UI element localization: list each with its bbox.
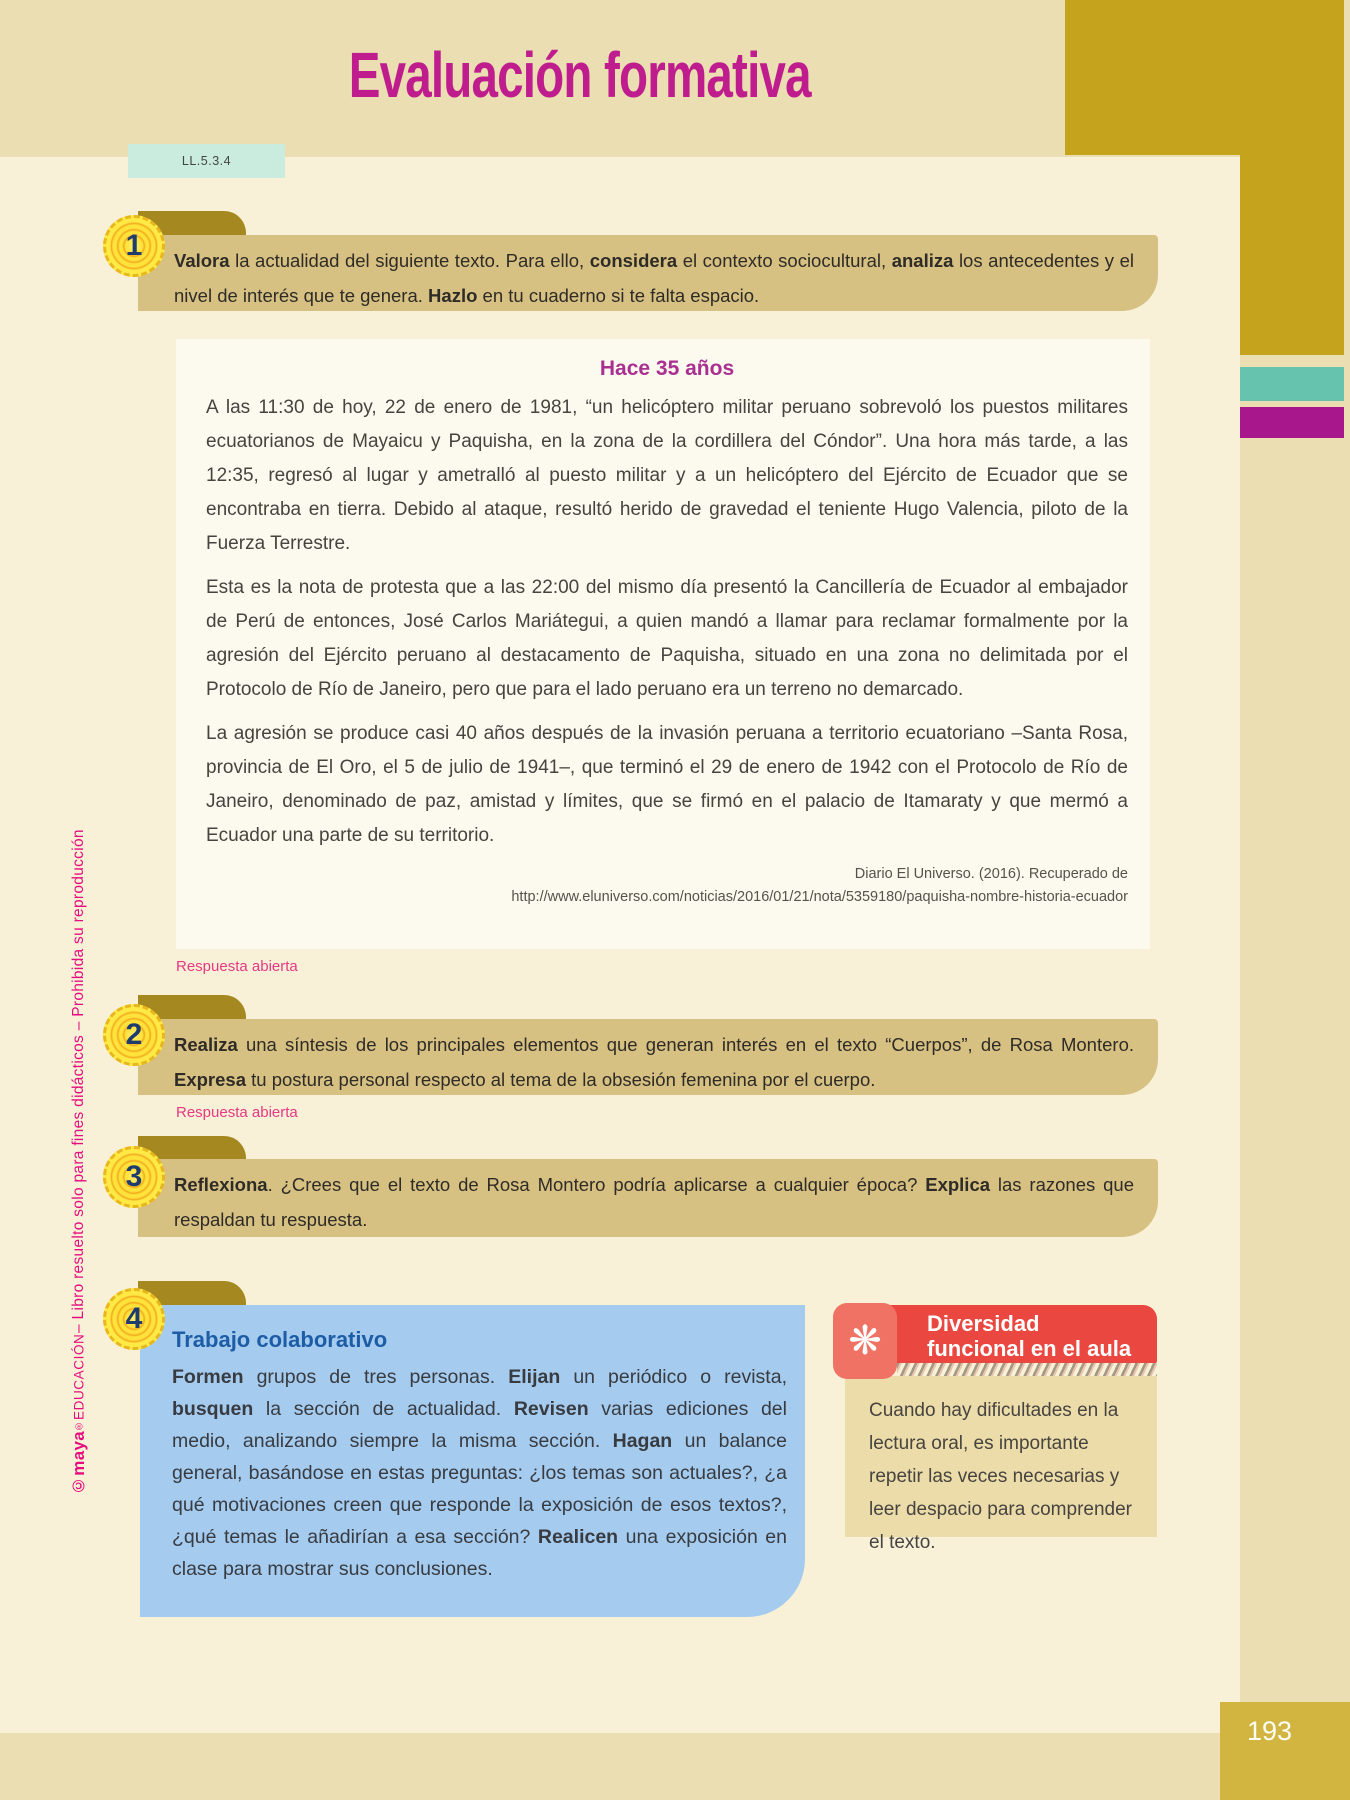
article-paragraph-3: La agresión se produce casi 40 años después de la invasión peruana a territorio ecuatoriano –Santa Rosa, provincia de El Oro, el 5 de julio de 1941–, que terminó el 29 de enero de 1942 con el Protocolo de Río de Janeiro, denominado de paz, amistad y límites, que se firmó en el palacio de Itamaraty y que mermó a Ecuador una parte de su territorio. — [206, 723, 1128, 846]
article-paragraph-1: A las 11:30 de hoy, 22 de enero de 1981, “un helicóptero militar peruano sobrevoló los puestos militares ecuatorianos de Mayaicu y Paquisha, en la zona de la cordillera del Cóndor”. Una hora más tarde, a las 12:35, regresó al lugar y ametralló al puesto militar y a un helicóptero del Ejército de Ecuador que se encontraba en tierra. Debido al ataque, resultó herido de gravedad el teniente Hugo Valencia, piloto de la Fuerza Terrestre. — [206, 397, 1128, 554]
question-2-badge — [103, 1004, 165, 1066]
diversity-hatch-strip — [897, 1363, 1157, 1376]
page-number: 193 — [1247, 1716, 1293, 1746]
page-number-tab — [1220, 1702, 1350, 1800]
copyright-sidebar: ©maya ® EDUCACIÓN – Libro resuelto solo para fines didácticos – Prohibida su reproducción — [69, 829, 88, 1495]
question-3-badge — [103, 1146, 165, 1208]
question-2-banner — [138, 1019, 1158, 1095]
question-1-badge — [103, 215, 165, 277]
citation-line-2: http://www.eluniverso.com/noticias/2016/01/21/nota/5359180/paquisha-nombre-historia-ecuador — [511, 889, 1128, 905]
article-citation — [206, 863, 1128, 909]
question-1-number: 1 — [125, 229, 143, 262]
page-title: Evaluación formativa — [348, 39, 812, 112]
answer-note-1: Respuesta abierta — [176, 958, 298, 975]
collaborative-box — [140, 1305, 805, 1617]
answer-note-2: Respuesta abierta — [176, 1104, 298, 1121]
collaborative-title: Trabajo colaborativo — [172, 1327, 388, 1352]
question-4-number: 4 — [125, 1302, 143, 1335]
question-1-banner — [138, 235, 1158, 311]
article-paragraph-2: Esta es la nota de protesta que a las 22:00 del mismo día presentó la Cancillería de Ecuador al embajador de Perú de entonces, José Carlos Mariátegui, a quien mandó a llamar para reclamar formalmente por la agresión del Ejército peruano al destacamento de Paquisha, situado en una zona no delimitada por el Protocolo de Río de Janeiro, pero que para el lado peruano era un terreno no demarcado. — [206, 577, 1128, 700]
question-3-banner — [138, 1159, 1158, 1237]
right-gold-column — [1240, 0, 1344, 355]
asterisk-flower-icon: ❋ — [833, 1303, 897, 1379]
article-title: Hace 35 años — [599, 357, 735, 380]
citation-line-1: Diario El Universo. (2016). Recuperado de — [854, 866, 1128, 882]
diversity-title-line1: Diversidad — [927, 1311, 1040, 1336]
teal-accent-bar — [1240, 367, 1344, 401]
question-4-badge — [103, 1288, 165, 1350]
diversity-note-text: Cuando hay dificultades en la lectura oral, es importante repetir las veces necesarias y leer despacio para comprender el texto. — [869, 1400, 1132, 1553]
question-3-number: 3 — [125, 1160, 143, 1193]
standard-code-badge: LL.5.3.4 — [128, 144, 285, 178]
question-3-text: Reflexiona. ¿Crees que el texto de Rosa Montero podría aplicarse a cualquier época? Explica las razones que respaldan tu respuesta. — [174, 1174, 1134, 1230]
question-1-text: Valora la actualidad del siguiente texto. Para ello, considera el contexto sociocultural, analiza los antecedentes y el nivel de interés que te genera. Hazlo en tu cuaderno si te falta espacio. — [174, 250, 1135, 306]
collaborative-text: Formen grupos de tres personas. Elijan un periódico o revista, busquen la sección de actualidad. Revisen varias ediciones del medio, analizando siempre la misma sección. Hagan un balance general, basándose en estas preguntas: ¿los temas son actuales?, ¿a qué motivaciones creen que responde la exposición de esos textos?, ¿qué temas le añadirían a esa sección? Realicen una exposición en clase para mostrar sus conclusiones. — [172, 1366, 787, 1580]
diversity-title-line2: funcional en el aula — [927, 1336, 1132, 1361]
question-2-number: 2 — [125, 1018, 143, 1051]
question-2-text: Realiza una síntesis de los principales elementos que generan interés en el texto “Cuerpos”, de Rosa Montero. Expresa tu postura personal respecto al tema de la obsesión femenina por el cuerpo. — [174, 1034, 1134, 1090]
article-card — [176, 339, 1150, 949]
diversity-note — [845, 1376, 1157, 1553]
magenta-accent-bar — [1240, 407, 1344, 438]
